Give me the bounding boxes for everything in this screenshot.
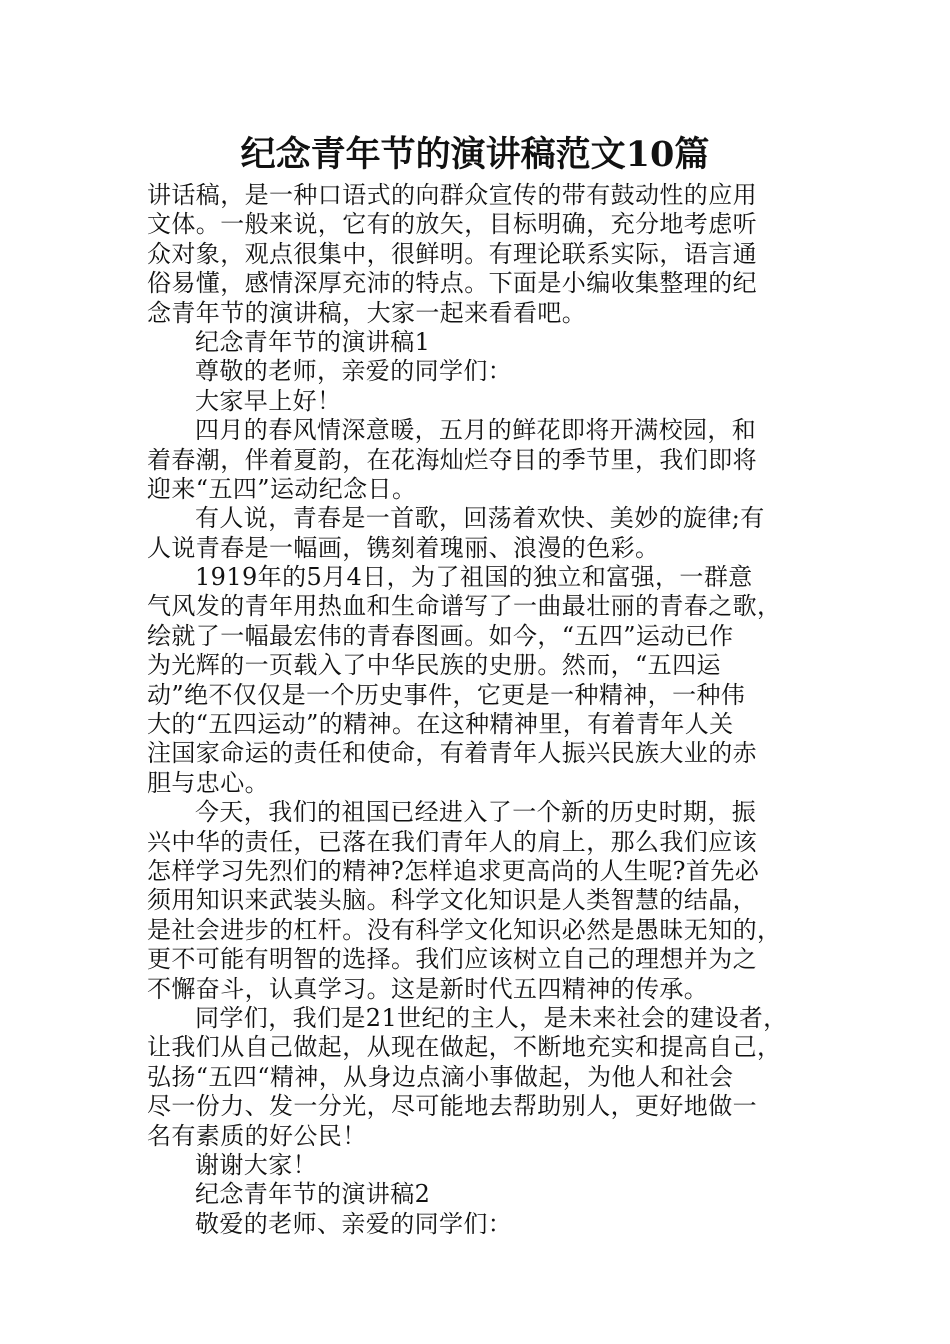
- text-line: 绘就了一幅最宏伟的青春图画。如今，“五四”运动已作: [147, 621, 734, 650]
- text-line: 着春潮，伴着夏韵，在花海灿烂夺目的季节里，我们即将: [147, 445, 757, 474]
- text-line: 尊敬的老师，亲爱的同学们：: [195, 357, 513, 386]
- text-line: 须用知识来武装头脑。科学文化知识是人类智慧的结晶，: [147, 886, 757, 915]
- text-line: 敬爱的老师、亲爱的同学们：: [195, 1209, 513, 1238]
- text-line: 众对象，观点很集中，很鲜明。有理论联系实际，语言通: [147, 239, 757, 268]
- text-line: 今天，我们的祖国已经进入了一个新的历史时期，振: [195, 798, 757, 827]
- text-line: 纪念青年节的演讲稿1: [195, 327, 431, 356]
- text-line: 怎样学习先烈们的精神?怎样追求更高尚的人生呢?首先必: [147, 856, 760, 885]
- text-line: 纪念青年节的演讲稿2: [195, 1180, 431, 1209]
- text-line: 1919年的5月4日，为了祖国的独立和富强，一群意: [195, 563, 753, 592]
- text-line: 气风发的青年用热血和生命谱写了一曲最壮丽的青春之歌，: [147, 592, 782, 621]
- text-line: 注国家命运的责任和使命，有着青年人振兴民族大业的赤: [147, 739, 757, 768]
- text-line: 胆与忠心。: [147, 768, 269, 797]
- text-line: 是社会进步的杠杆。没有科学文化知识必然是愚昧无知的，: [147, 915, 782, 944]
- text-line: 念青年节的演讲稿，大家一起来看看吧。: [147, 298, 587, 327]
- document-body: [147, 181, 827, 1239]
- text-line: 有人说，青春是一首歌，回荡着欢快、美妙的旋律;有: [195, 504, 765, 533]
- text-line: 讲话稿，是一种口语式的向群众宣传的带有鼓动性的应用: [147, 181, 757, 209]
- text-line: 为光辉的一页载入了中华民族的史册。然而，“五四运: [147, 651, 721, 680]
- text-line: 弘扬“五四“精神，从身边点滴小事做起，为他人和社会: [147, 1062, 734, 1091]
- text-line: 让我们从自己做起，从现在做起，不断地充实和提高自己，: [147, 1033, 782, 1062]
- text-line: 俗易懂，感情深厚充沛的特点。下面是小编收集整理的纪: [147, 269, 757, 298]
- text-line: 大的“五四运动”的精神。在这种精神里，有着青年人关: [147, 710, 734, 739]
- text-line: 尽一份力、发一分光，尽可能地去帮助别人，更好地做一: [147, 1092, 757, 1121]
- text-line: 迎来“五四”运动纪念日。: [147, 474, 417, 503]
- text-line: 名有素质的好公民！: [147, 1121, 367, 1150]
- text-line: 更不可能有明智的选择。我们应该树立自己的理想并为之: [147, 945, 757, 974]
- text-line: 大家早上好！: [195, 386, 342, 415]
- document-title: 纪念青年节的演讲稿范文10篇: [240, 134, 710, 175]
- text-line: 谢谢大家！: [195, 1150, 317, 1179]
- text-line: 四月的春风情深意暖，五月的鲜花即将开满校园，和: [195, 416, 757, 445]
- text-line: 同学们，我们是21世纪的主人，是未来社会的建设者，: [195, 1003, 788, 1032]
- text-line: 兴中华的责任，已落在我们青年人的肩上，那么我们应该: [147, 827, 757, 856]
- text-line: 不懈奋斗，认真学习。这是新时代五四精神的传承。: [147, 974, 709, 1003]
- text-line: 动”绝不仅仅是一个历史事件，它更是一种精神，一种伟: [147, 680, 746, 709]
- text-line: 文体。一般来说，它有的放矢，目标明确，充分地考虑听: [147, 210, 757, 239]
- text-line: 人说青春是一幅画，镌刻着瑰丽、浪漫的色彩。: [147, 533, 660, 562]
